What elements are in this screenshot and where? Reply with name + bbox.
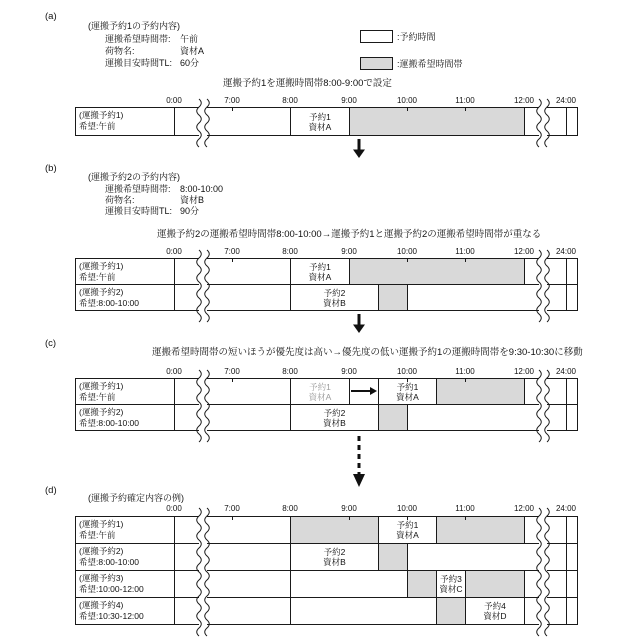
reserved-time-swatch — [360, 30, 393, 43]
axis-tick-label: 11:00 — [455, 96, 475, 105]
row-label-divider — [174, 284, 175, 311]
field-value: 資材B — [180, 195, 205, 205]
reservation-box: 予約1 資材A — [290, 258, 350, 285]
axis-break-squiggle — [532, 250, 554, 318]
field-label: 荷物名: — [105, 195, 135, 205]
axis-tick — [465, 378, 466, 382]
axis-tick-label: 8:00 — [282, 367, 298, 376]
info-title-a: (運搬予約1の予約内容) — [88, 21, 181, 31]
axis-tick-label: 10:00 — [396, 96, 418, 105]
move-right-arrow-icon — [351, 386, 377, 396]
info-title-d: (運搬予約確定内容の例) — [88, 493, 184, 503]
axis-tick-label: 11:00 — [455, 367, 475, 376]
axis-tick-label: 12:00 — [513, 247, 535, 256]
reservation-box: 予約1 資材A — [378, 516, 437, 544]
dashed-down-arrow-icon — [352, 435, 366, 492]
desired-band — [349, 107, 525, 136]
legend-label-reserved: :予約時間 — [397, 32, 436, 42]
end-of-day-line — [566, 570, 567, 598]
desired-band — [349, 258, 525, 285]
axis-tick-label: 8:00 — [282, 247, 298, 256]
reservation-box: 予約3 資材C — [436, 570, 466, 598]
reservation-box: 予約1 資材A — [378, 378, 437, 405]
section-marker-c: (c) — [45, 338, 57, 349]
desired-band — [378, 284, 408, 311]
axis-tick-label: 10:00 — [396, 247, 418, 256]
reservation-box: 予約2 資材B — [290, 404, 379, 431]
axis-tick-label: 11:00 — [455, 247, 475, 256]
caption-b: 運搬予約2の運搬希望時間帯8:00-10:00→運搬予約1と運搬予約2の運搬希望時間帯が重なる — [157, 229, 542, 240]
axis-tick-label: 7:00 — [224, 367, 240, 376]
reservation-box: 予約1 資材A — [290, 107, 350, 136]
axis-tick — [407, 258, 408, 262]
axis-tick — [232, 258, 233, 262]
axis-tick — [407, 378, 408, 382]
reservation-box: 予約2 資材B — [290, 284, 379, 311]
axis-tick — [524, 258, 525, 262]
axis-tick-label: 7:00 — [224, 247, 240, 256]
axis-tick — [232, 516, 233, 520]
reservation-box: 予約4 資材D — [465, 597, 525, 625]
hour-line — [290, 570, 291, 598]
axis-tick-label: 12:00 — [513, 96, 535, 105]
info-title-b: (運搬予約2の予約内容) — [88, 172, 181, 182]
desired-band — [378, 404, 408, 431]
field-label: 運搬目安時間TL: — [105, 206, 173, 216]
down-arrow-icon — [352, 314, 366, 338]
axis-tick — [349, 378, 350, 382]
field-value: 90分 — [180, 206, 200, 216]
axis-tick — [232, 107, 233, 111]
desired-band — [407, 570, 437, 598]
section-marker-d: (d) — [45, 485, 57, 496]
desired-band — [290, 516, 379, 544]
axis-tick-label: 0:00 — [166, 247, 182, 256]
axis-tick — [465, 107, 466, 111]
hour-line — [290, 597, 291, 625]
axis-tick — [290, 107, 291, 111]
axis-tick-label: 24:00 — [555, 96, 577, 105]
field-label: 荷物名: — [105, 46, 135, 56]
desired-band — [465, 570, 525, 598]
axis-tick — [290, 378, 291, 382]
axis-break-squiggle — [532, 508, 554, 632]
axis-tick — [290, 258, 291, 262]
reservation-box: 予約1 資材A — [290, 378, 350, 405]
axis-tick — [232, 378, 233, 382]
row-label-divider — [174, 597, 175, 625]
axis-break-squiggle — [192, 370, 214, 438]
desired-band — [436, 378, 525, 405]
end-of-day-line — [566, 543, 567, 571]
end-of-day-line — [566, 378, 567, 405]
field-value: 60分 — [180, 58, 200, 68]
desired-band-swatch — [360, 57, 393, 70]
axis-tick — [407, 107, 408, 111]
axis-tick — [349, 107, 350, 111]
axis-tick-label: 10:00 — [396, 367, 418, 376]
axis-tick-label: 12:00 — [513, 504, 535, 513]
row-label: (運搬予約3) 希望:10:00-12:00 — [79, 573, 144, 594]
reservation-box: 予約2 資材B — [290, 543, 379, 571]
axis-tick — [290, 516, 291, 520]
axis-tick-label: 24:00 — [555, 504, 577, 513]
down-arrow-icon — [352, 139, 366, 163]
axis-break-squiggle — [192, 99, 214, 143]
row-label-divider — [174, 570, 175, 598]
axis-tick-label: 8:00 — [282, 504, 298, 513]
axis-break-squiggle — [192, 250, 214, 318]
axis-tick-label: 9:00 — [341, 247, 357, 256]
row-label: (運搬予約1) 希望:午前 — [79, 519, 124, 540]
end-of-day-line — [566, 107, 567, 136]
axis-tick-label: 0:00 — [166, 504, 182, 513]
end-of-day-line — [566, 516, 567, 544]
row-label-divider — [174, 107, 175, 136]
row-label-divider — [174, 543, 175, 571]
row-label-divider — [174, 516, 175, 544]
axis-tick-label: 11:00 — [455, 504, 475, 513]
axis-tick-label: 7:00 — [224, 504, 240, 513]
row-label: (運搬予約1) 希望:午前 — [79, 381, 124, 402]
field-label: 運搬希望時間帯: — [105, 184, 171, 194]
axis-tick-label: 10:00 — [396, 504, 418, 513]
row-label-divider — [174, 378, 175, 405]
axis-tick — [407, 516, 408, 520]
end-of-day-line — [566, 404, 567, 431]
row-label: (運搬予約2) 希望:8:00-10:00 — [79, 407, 140, 428]
axis-break-squiggle — [192, 508, 214, 632]
axis-tick-label: 0:00 — [166, 367, 182, 376]
axis-tick — [524, 378, 525, 382]
axis-tick-label: 0:00 — [166, 96, 182, 105]
row-label-divider — [174, 258, 175, 285]
row-label: (運搬予約1) 希望:午前 — [79, 261, 124, 282]
axis-tick — [349, 516, 350, 520]
axis-tick-label: 7:00 — [224, 96, 240, 105]
row-label: (運搬予約4) 希望:10:30-12:00 — [79, 600, 144, 621]
row-label: (運搬予約2) 希望:8:00-10:00 — [79, 287, 140, 308]
section-marker-b: (b) — [45, 163, 57, 174]
axis-tick-label: 24:00 — [555, 247, 577, 256]
axis-tick — [465, 258, 466, 262]
axis-tick-label: 9:00 — [341, 96, 357, 105]
axis-tick-label: 24:00 — [555, 367, 577, 376]
field-value: 8:00-10:00 — [180, 184, 224, 194]
row-label-divider — [174, 404, 175, 431]
axis-tick — [349, 258, 350, 262]
section-marker-a: (a) — [45, 11, 57, 22]
axis-tick-label: 12:00 — [513, 367, 535, 376]
desired-band — [378, 543, 408, 571]
axis-tick — [524, 516, 525, 520]
axis-tick-label: 9:00 — [341, 504, 357, 513]
field-value: 午前 — [180, 34, 199, 44]
legend-label-desired: :運搬希望時間帯 — [397, 59, 463, 69]
row-label: (運搬予約2) 希望:8:00-10:00 — [79, 546, 140, 567]
axis-tick-label: 9:00 — [341, 367, 357, 376]
end-of-day-line — [566, 284, 567, 311]
caption-c: 運搬希望時間帯の短いほうが優先度は高い→優先度の低い運搬予約1の運搬時間帯を9:30-10:30に移動 — [152, 347, 583, 358]
desired-band — [436, 516, 525, 544]
end-of-day-line — [566, 258, 567, 285]
end-of-day-line — [566, 597, 567, 625]
row-label: (運搬予約1) 希望:午前 — [79, 110, 124, 131]
axis-break-squiggle — [532, 99, 554, 143]
field-label: 運搬目安時間TL: — [105, 58, 173, 68]
axis-tick-label: 8:00 — [282, 96, 298, 105]
axis-tick — [524, 107, 525, 111]
axis-break-squiggle — [532, 370, 554, 438]
desired-band — [436, 597, 466, 625]
field-value: 資材A — [180, 46, 205, 56]
axis-tick — [465, 516, 466, 520]
caption-a: 運搬予約1を運搬時間帯8:00-9:00で設定 — [223, 78, 392, 89]
field-label: 運搬希望時間帯: — [105, 34, 171, 44]
